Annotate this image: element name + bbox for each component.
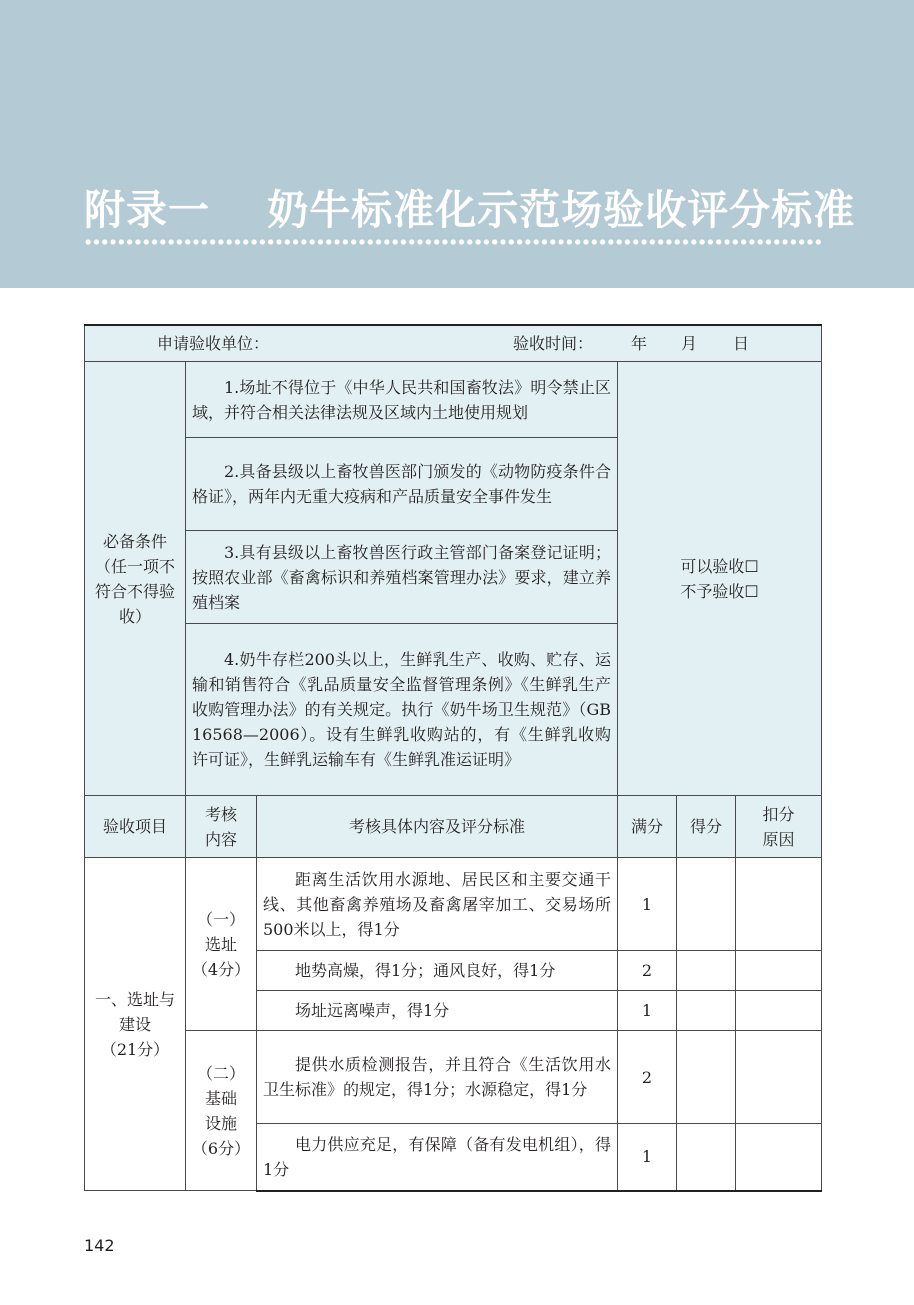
column-header-content: 考核 内容 <box>186 796 257 858</box>
month-label: 月 <box>681 334 698 353</box>
prerequisite-item: 3.具有县级以上畜牧兽医行政主管部门备案登记证明；按照农业部《畜禽标识和养殖档案管理办法》要求，建立养殖档案 <box>186 531 618 624</box>
table-row <box>85 858 822 951</box>
prerequisite-label: 必备条件 （任一项不 符合不得验 收） <box>85 362 186 796</box>
acceptance-decision <box>618 362 822 796</box>
full-score-cell: 1 <box>618 858 677 951</box>
full-score-cell: 2 <box>618 1031 677 1124</box>
full-score-cell: 1 <box>618 1124 677 1191</box>
score-cell[interactable] <box>677 951 736 991</box>
group-name: （一） 选址 （4分） <box>186 858 257 1031</box>
score-cell[interactable] <box>677 991 736 1031</box>
criteria-cell: 场址远离噪声，得1分 <box>257 991 618 1031</box>
section-name: 一、选址与 建设 （21分） <box>85 858 186 1191</box>
evaluation-table <box>84 324 822 1192</box>
applicant-label: 申请验收单位： <box>157 334 270 353</box>
prerequisite-row <box>85 362 822 438</box>
header-band <box>0 0 914 288</box>
title-dotted-underline <box>84 238 821 246</box>
prerequisite-item: 4.奶牛存栏200头以上，生鲜乳生产、收购、贮存、运输和销售符合《乳品质量安全监督管理条例》《生鲜乳生产收购管理办法》的有关规定。执行《奶牛场卫生规范》（GB 16568—2006）。设有生鲜乳收购站的，有《生鲜乳收购许可证》，生鲜乳运输车有《生鲜乳准运证明》 <box>186 624 618 796</box>
column-header-score: 得分 <box>677 796 736 858</box>
deduction-reason-cell[interactable] <box>736 951 822 991</box>
criteria-cell: 地势高燥，得1分；通风良好，得1分 <box>257 951 618 991</box>
deduction-reason-cell[interactable] <box>736 1031 822 1124</box>
deduction-reason-cell[interactable] <box>736 991 822 1031</box>
prerequisite-item: 1.场址不得位于《中华人民共和国畜牧法》明令禁止区域，并符合相关法律法规及区域内土地使用规划 <box>186 362 618 438</box>
column-header-criteria: 考核具体内容及评分标准 <box>257 796 618 858</box>
inspection-time-label: 验收时间： <box>513 334 594 353</box>
info-row <box>85 325 822 362</box>
page-number: 142 <box>84 1236 115 1255</box>
deduction-reason-cell[interactable] <box>736 858 822 951</box>
accept-option: 可以验收☐ <box>680 556 759 576</box>
criteria-cell: 电力供应充足，有保障（备有发电机组），得1分 <box>257 1124 618 1191</box>
column-header-item: 验收项目 <box>85 796 186 858</box>
full-score-cell: 1 <box>618 991 677 1031</box>
score-cell[interactable] <box>677 1031 736 1124</box>
day-label: 日 <box>733 334 750 353</box>
criteria-cell: 距离生活饮用水源地、居民区和主要交通干线、其他畜禽养殖场及畜禽屠宰加工、交易场所500米以上，得1分 <box>257 858 618 951</box>
score-cell[interactable] <box>677 1124 736 1191</box>
year-label: 年 <box>631 334 648 353</box>
prerequisite-item: 2.具备县级以上畜牧兽医部门颁发的《动物防疫条件合格证》，两年内无重大疫病和产品质量安全事件发生 <box>186 438 618 531</box>
full-score-cell: 2 <box>618 951 677 991</box>
score-cell[interactable] <box>677 858 736 951</box>
column-header-full-score: 满分 <box>618 796 677 858</box>
deduction-reason-cell[interactable] <box>736 1124 822 1191</box>
reject-option: 不予验收☐ <box>680 581 759 601</box>
group-name: （二） 基础 设施 （6分） <box>186 1031 257 1191</box>
column-header-deduction-reason: 扣分 原因 <box>736 796 822 858</box>
column-header-row <box>85 796 822 858</box>
page-title: 附录一 奶牛标准化示范场验收评分标准 <box>84 186 856 234</box>
table-row <box>85 1031 822 1124</box>
criteria-cell: 提供水质检测报告，并且符合《生活饮用水卫生标准》的规定，得1分；水源稳定，得1分 <box>257 1031 618 1124</box>
